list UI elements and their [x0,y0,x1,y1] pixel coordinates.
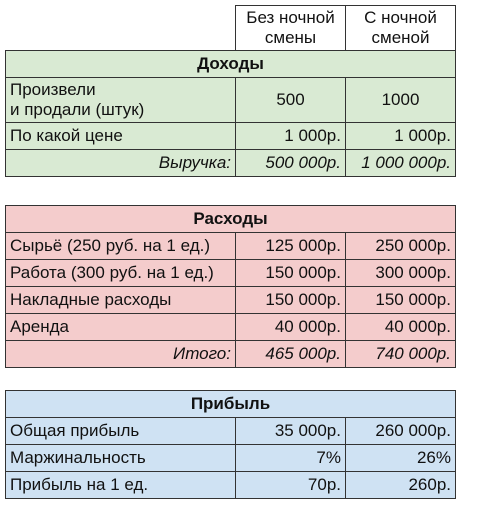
profit-no-night: 70р. [236,472,346,499]
produced-label-line1: Произвели [10,80,96,99]
produced-with-night: 1000 [346,78,456,123]
expenses-table [5,205,456,368]
column-header-no-night-line2: смены [264,28,317,47]
profit-with-night: 26% [346,445,456,472]
expenses-section-title: Расходы [6,206,456,233]
expense-label: Работа (300 руб. на 1 ед.) [6,260,236,287]
revenue-label: Выручка: [6,150,236,177]
expense-label: Сырьё (250 руб. на 1 ед.) [6,233,236,260]
expense-with-night: 40 000р. [346,314,456,341]
profit-label: Прибыль на 1 ед. [6,472,236,499]
expense-no-night: 150 000р. [236,260,346,287]
expense-with-night: 300 000р. [346,260,456,287]
profit-label: Маржинальность [6,445,236,472]
column-header-with-night-line1: С ночной [364,8,437,27]
expenses-total-no-night: 465 000р. [236,341,346,368]
profit-no-night: 7% [236,445,346,472]
column-header-with-night [346,6,456,51]
expense-no-night: 40 000р. [236,314,346,341]
produced-label-line2: и продали (штук) [10,100,145,119]
profit-with-night: 260р. [346,472,456,499]
price-no-night: 1 000р. [236,123,346,150]
revenue-no-night: 500 000р. [236,150,346,177]
expense-no-night: 150 000р. [236,287,346,314]
expense-label: Аренда [6,314,236,341]
profit-with-night: 260 000р. [346,418,456,445]
profit-label: Общая прибыль [6,418,236,445]
income-table [5,5,456,177]
produced-label [6,78,236,123]
corner-blank [6,6,236,51]
column-header-no-night-line1: Без ночной [246,8,335,27]
expense-label: Накладные расходы [6,287,236,314]
profit-section-title: Прибыль [6,391,456,418]
expense-with-night: 150 000р. [346,287,456,314]
column-header-no-night [236,6,346,51]
expenses-total-with-night: 740 000р. [346,341,456,368]
profit-no-night: 35 000р. [236,418,346,445]
revenue-with-night: 1 000 000р. [346,150,456,177]
expense-with-night: 250 000р. [346,233,456,260]
price-with-night: 1 000р. [346,123,456,150]
produced-no-night: 500 [236,78,346,123]
price-label: По какой цене [6,123,236,150]
expense-no-night: 125 000р. [236,233,346,260]
income-section-title: Доходы [6,51,456,78]
column-header-with-night-line2: сменой [371,28,430,47]
profit-table [5,390,456,499]
expenses-total-label: Итого: [6,341,236,368]
